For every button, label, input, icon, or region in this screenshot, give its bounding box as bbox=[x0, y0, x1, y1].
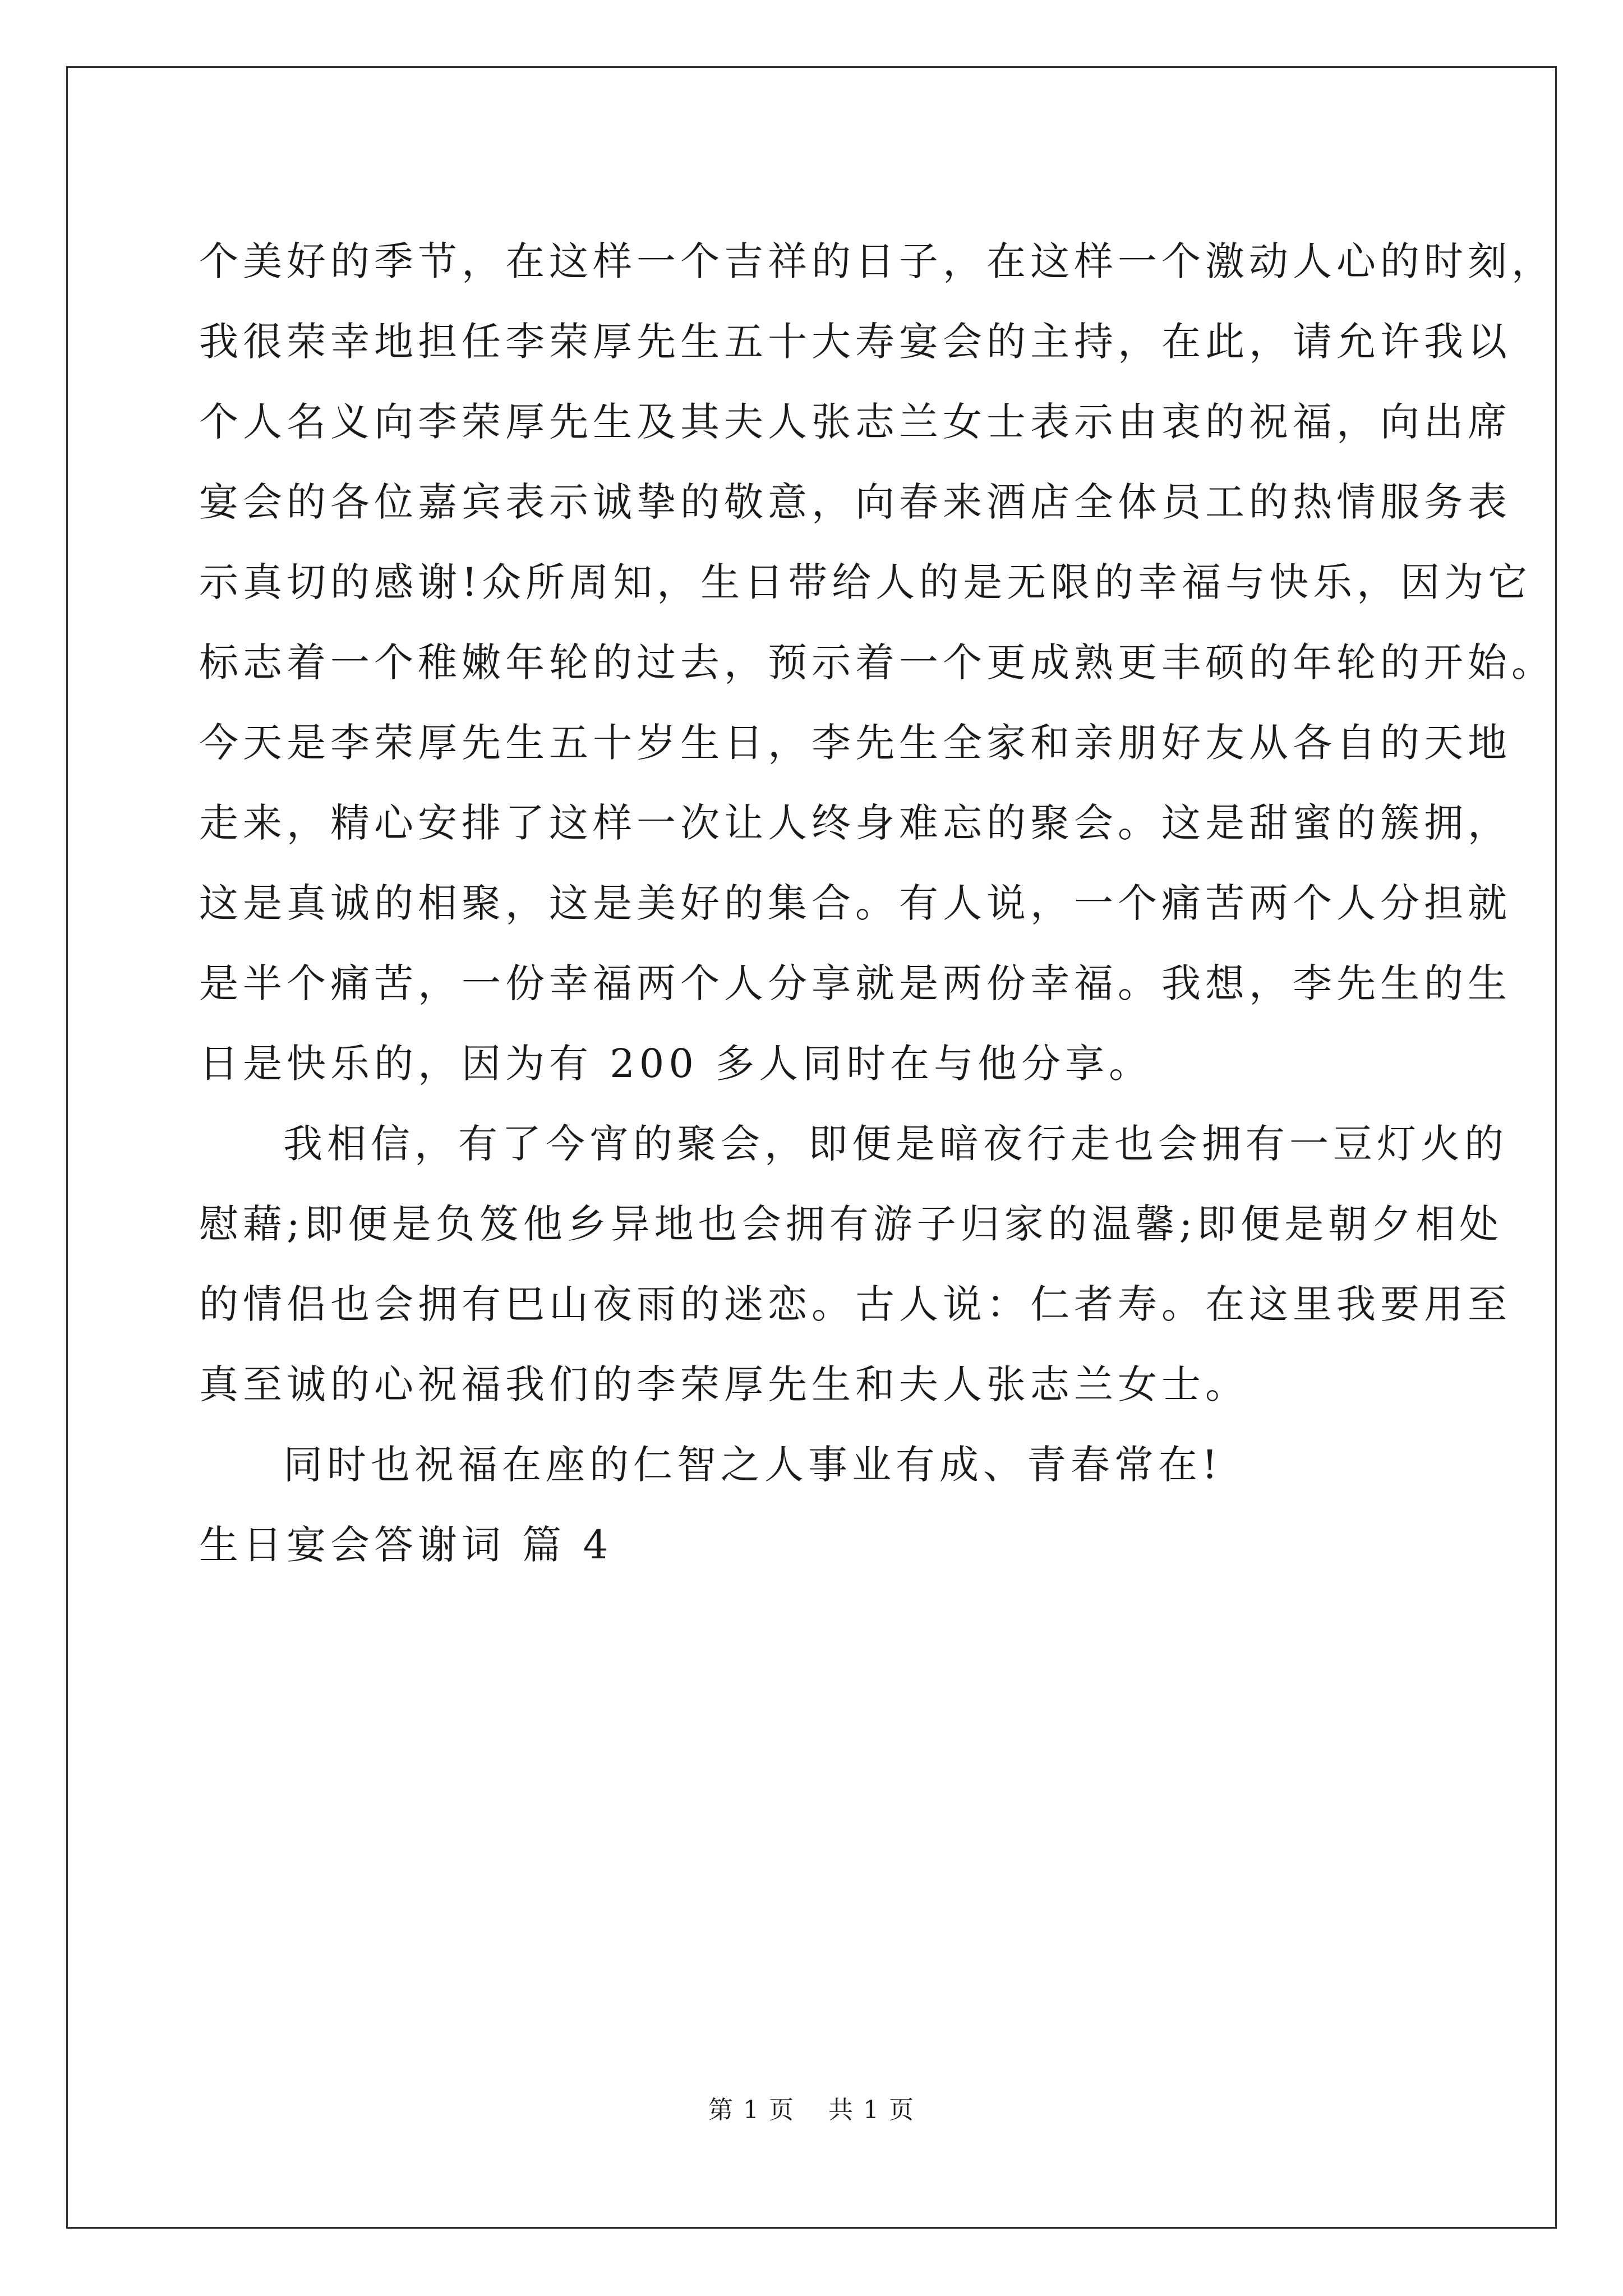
text-line: 示真切的感谢!众所周知，生日带给人的是无限的幸福与快乐，因为它 bbox=[199, 559, 1532, 605]
text-line-indented: 我相信，有了今宵的聚会，即便是暗夜行走也会拥有一豆灯火的 bbox=[283, 1121, 1508, 1167]
text-line: 日是快乐的，因为有 200 多人同时在与他分享。 bbox=[199, 1041, 1153, 1087]
paragraph-2 bbox=[199, 1104, 1511, 1425]
text-line: 走来，精心安排了这样一次让人终身难忘的聚会。这是甜蜜的簇拥， bbox=[199, 800, 1511, 846]
page-number-total: 共 1 页 bbox=[828, 2096, 915, 2124]
paragraph-1 bbox=[199, 222, 1555, 1104]
text-line: 真至诚的心祝福我们的李荣厚先生和夫人张志兰女士。 bbox=[199, 1361, 1249, 1407]
paragraph-3 bbox=[199, 1425, 1450, 1505]
text-line: 这是真诚的相聚，这是美好的集合。有人说，一个痛苦两个人分担就 bbox=[199, 880, 1511, 926]
page-footer bbox=[0, 2090, 1623, 2125]
text-line: 今天是李荣厚先生五十岁生日，李先生全家和亲朋好友从各自的天地 bbox=[199, 720, 1511, 766]
text-line: 个美好的季节，在这样一个吉祥的日子，在这样一个激动人心的时刻， bbox=[199, 238, 1555, 284]
page-number-current: 第 1 页 bbox=[708, 2096, 795, 2124]
text-line: 我很荣幸地担任李荣厚先生五十大寿宴会的主持，在此，请允许我以 bbox=[199, 319, 1511, 365]
text-line: 标志着一个稚嫩年轮的过去，预示着一个更成熟更丰硕的年轮的开始。 bbox=[199, 639, 1555, 685]
text-line: 慰藉;即便是负笈他乡异地也会拥有游子归家的温馨;即便是朝夕相处 bbox=[199, 1201, 1504, 1247]
document-body bbox=[199, 222, 1555, 1585]
text-line-indented: 同时也祝福在座的仁智之人事业有成、青春常在! bbox=[283, 1442, 1223, 1488]
section-heading: 生日宴会答谢词 篇 4 bbox=[199, 1522, 613, 1568]
text-line: 个人名义向李荣厚先生及其夫人张志兰女士表示由衷的祝福，向出席 bbox=[199, 399, 1511, 445]
text-line: 宴会的各位嘉宾表示诚挚的敬意，向春来酒店全体员工的热情服务表 bbox=[199, 479, 1511, 525]
text-line: 是半个痛苦，一份幸福两个人分享就是两份幸福。我想，李先生的生 bbox=[199, 960, 1511, 1006]
text-line: 的情侣也会拥有巴山夜雨的迷恋。古人说：仁者寿。在这里我要用至 bbox=[199, 1281, 1511, 1327]
